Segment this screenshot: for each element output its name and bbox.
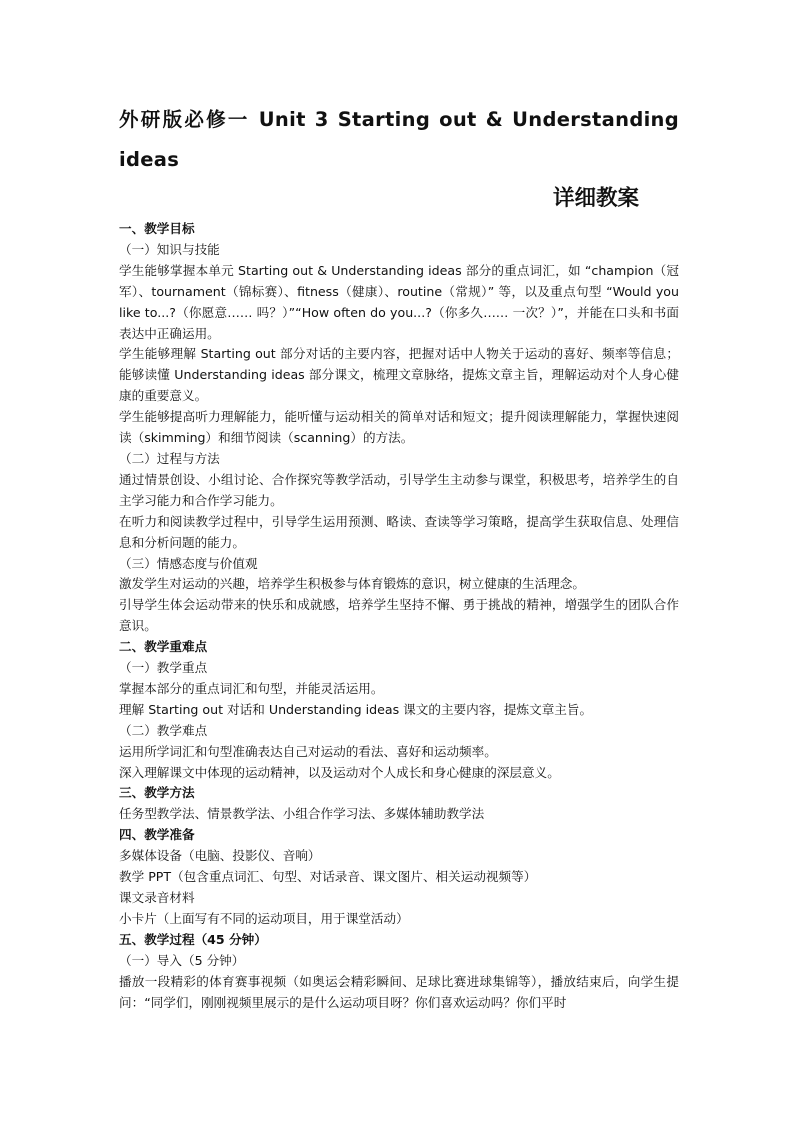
paragraph: 学生能够提高听力理解能力，能听懂与运动相关的简单对话和短文；提升阅读理解能力，掌握快速阅读（skimming）和细节阅读（scanning）的方法。 <box>119 409 679 446</box>
paragraph: 播放一段精彩的体育赛事视频（如奥运会精彩瞬间、足球比赛进球集锦等），播放结束后，向学生提问：“同学们，刚刚视频里展示的是什么运动项目呀？你们喜欢运动吗？你们平时 <box>119 973 679 1010</box>
paragraph: 深入理解课文中体现的运动精神，以及运动对个人成长和身心健康的深层意义。 <box>119 764 560 780</box>
paragraph: 教学 PPT（包含重点词汇、句型、对话录音、课文图片、相关运动视频等） <box>119 869 537 885</box>
paragraph: 多媒体设备（电脑、投影仪、音响） <box>119 848 321 864</box>
subsection-heading: （二）教学难点 <box>119 722 208 738</box>
paragraph: 小卡片（上面写有不同的运动项目，用于课堂活动） <box>119 910 409 926</box>
section-heading: 一、教学目标 <box>119 221 195 236</box>
paragraph: 理解 Starting out 对话和 Understanding ideas 课文的主要内容，提炼文章主旨。 <box>119 701 593 717</box>
paragraph: 掌握本部分的重点词汇和句型，并能灵活运用。 <box>119 680 384 696</box>
subsection-heading: （一）知识与技能 <box>119 241 220 257</box>
paragraph: 引导学生体会运动带来的快乐和成就感，培养学生坚持不懈、勇于挑战的精神，增强学生的团队合作意识。 <box>119 597 679 634</box>
paragraph: 通过情景创设、小组讨论、合作探究等教学活动，引导学生主动参与课堂，积极思考，培养学生的自主学习能力和合作学习能力。 <box>119 471 679 508</box>
paragraph: 激发学生对运动的兴趣，培养学生积极参与体育锻炼的意识，树立健康的生活理念。 <box>119 576 585 592</box>
paragraph: 任务型教学法、情景教学法、小组合作学习法、多媒体辅助教学法 <box>119 806 485 822</box>
document-subtitle: 详细教案 <box>553 186 640 211</box>
subsection-heading: （三）情感态度与价值观 <box>119 555 258 571</box>
section-heading: 五、教学过程（45 分钟） <box>119 931 267 947</box>
document-body <box>119 219 679 1013</box>
section-heading: 三、教学方法 <box>119 785 195 801</box>
paragraph: 课文录音材料 <box>119 890 195 905</box>
section-heading: 二、教学重难点 <box>119 639 208 655</box>
document-title: 外研版必修一 Unit 3 Starting out & Understanding ideas <box>119 108 679 171</box>
paragraph: 运用所学词汇和句型准确表达自己对运动的看法、喜好和运动频率。 <box>119 743 497 759</box>
subsection-heading: （一）导入（5 分钟） <box>119 952 245 968</box>
paragraph: 学生能够理解 Starting out 部分对话的主要内容，把握对话中人物关于运动的喜好、频率等信息；能够读懂 Understanding ideas 部分课文，梳理文章脉络，提炼文章主旨，理解运动对个人身心健康的重要意义。 <box>119 346 679 404</box>
paragraph: 学生能够掌握本单元 Starting out & Understanding ideas 部分的重点词汇，如 “champion（冠军）、tournament（锦标赛）、fitness（健康）、routine（常规）” 等，以及重点句型 “Would you like to...?（你愿意…… 吗？）”“How often do you...?（你多久…… 一次？）”，并能在口头和书面表达中正确运用。 <box>119 262 679 341</box>
paragraph: 在听力和阅读教学过程中，引导学生运用预测、略读、查读等学习策略，提高学生获取信息、处理信息和分析问题的能力。 <box>119 513 679 550</box>
section-heading: 四、教学准备 <box>119 827 195 843</box>
subsection-heading: （二）过程与方法 <box>119 450 220 466</box>
subsection-heading: （一）教学重点 <box>119 660 208 676</box>
